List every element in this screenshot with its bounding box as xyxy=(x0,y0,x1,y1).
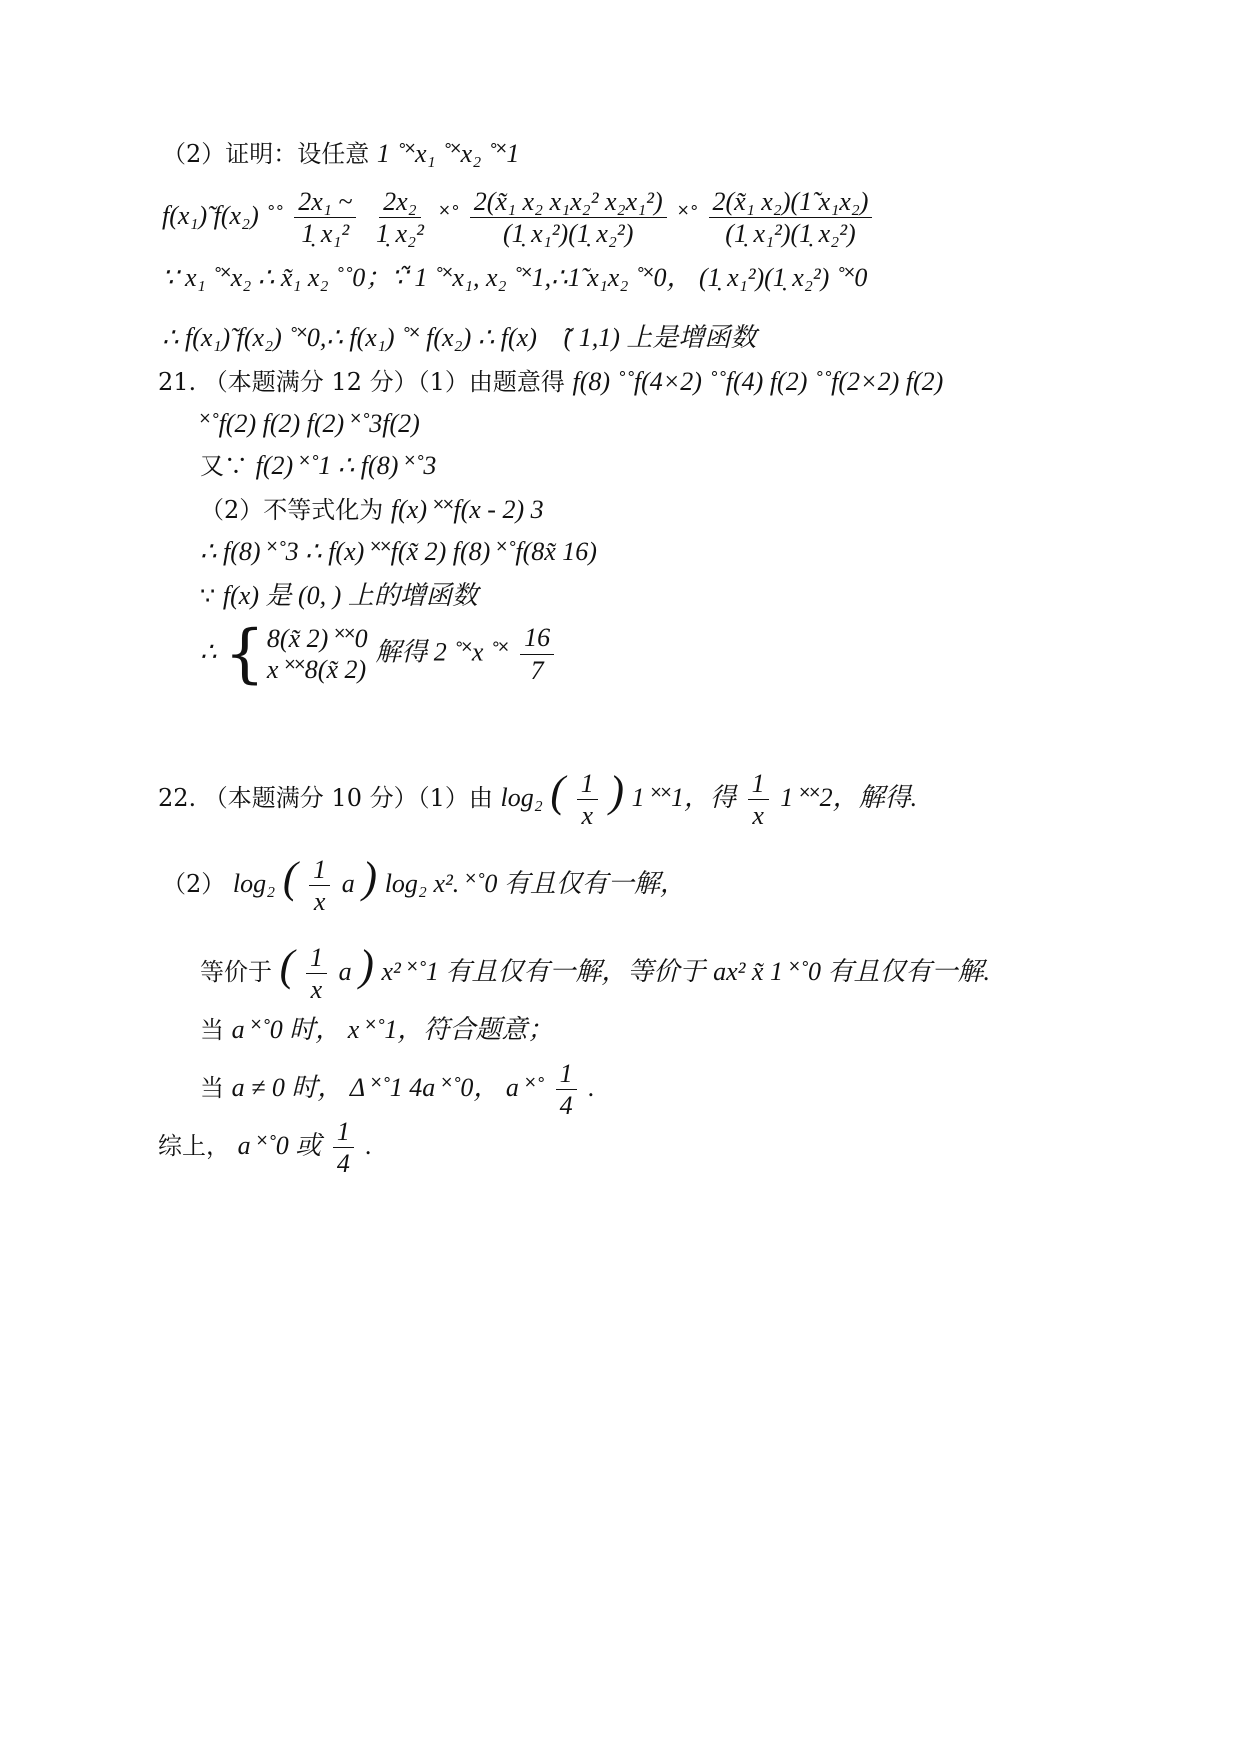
solve-text: 解得 2 ˚˟x ˚˟ xyxy=(375,637,509,667)
q22-summary: 综上， a ˟˚0 或 $\frac{1}{4}$ . xyxy=(158,1117,373,1179)
proof-conclusion: ∴ f(x₁)̃ f(x₂) ˚˟0,∴ f(x₁) ˚˟ f(x₂) ∴ f(x) 在̃( 1,1) 上是增函数 xyxy=(162,323,757,352)
q21-part2-step: ∴ f(8) ˟˚3 ∴ f(x) ˟˟f(x̃ 2) f(8) ˟˚f(8x̃ 16) xyxy=(200,537,597,566)
q21-system: ∴ { 8(x̃ 2) ˟˟0 x ˟˟8(x̃ 2) 解得 2 ˚˟x ˚˟ $\frac{16}{7}$ xyxy=(200,622,558,686)
fraction-16-7: $\frac{16}{7}$ xyxy=(520,622,554,685)
q22-part2: （2） log₂ ( $\frac{1}{x}$ a ) log₂ x². ˟˚0 有且仅有一解， xyxy=(162,853,686,916)
proof-intro xyxy=(162,138,519,169)
diff-lhs: f(x₁)̃ f(x₂) ˚˚ xyxy=(162,201,283,231)
q21-part2: （2）不等式化为 f(x) ˟˟f(x - 2) 3 xyxy=(200,495,544,524)
system-row-2: x ˟˟8(x̃ 2) xyxy=(266,655,367,684)
fraction-2: $\frac{\text{2x₂}}{\text{1̣ x₂²}}$ xyxy=(376,187,424,249)
q21-part1-cont: ˟˚f(2) f(2) f(2) ˟˚3f(2) xyxy=(200,409,420,438)
fraction-4: $\frac{\text{2(x̃₁ x₂)(1̃ x₁x₂)}}{\text{(1̣ x₁²)(1̣ x₂²)}}$ xyxy=(709,186,873,249)
fraction-3: $\frac{\text{2(x̃₁ x₂ x₁x₂² x₂x₁²)}}{\text{(1̣ x₁²)(1̣ x₂²)}}$ xyxy=(470,186,667,249)
q22-case-a0: 当 a ˟˚0 时， x ˟˚1，符合题意； xyxy=(200,1015,554,1044)
q22-equivalent: 等价于 ( $\frac{1}{x}$ a ) x² ˟˚1 有且仅有一解，等价于 ax² x̃ 1 ˟˚0 有且仅有一解. xyxy=(200,941,991,1004)
sign-analysis: ∵ x₁ ˚˟x₂ ∴ x̃₁ x₂ ˚˚0；∵̃ 1 ˚˟x₁, x₂ ˚˟1,∴1̃ x₁x₂ ˚˟0， (1̣ x₁²)(1̣ x₂²) ˚˟0 xyxy=(162,263,868,292)
q21-increasing: ∵ f(x) 是 (0, ) 上的增函数 xyxy=(200,581,478,610)
q22-part1: 22. （本题满分 10 分）（1）由 log₂ ( $\frac{1}{x}$ ) 1 ˟˟1，得 $\frac{1}{x}$ 1 ˟˟2，解得. xyxy=(158,767,918,830)
proof-condition: 1 ˚˟x₁ ˚˟x₂ ˚˟1 xyxy=(376,139,520,168)
q21-part1-result: 又∵ f(2) ˟˚1 ∴ f(8) ˟˚3 xyxy=(200,451,437,480)
proof-label: （2）证明：设任意 xyxy=(162,140,370,168)
q22-case-anot0: 当 a ≠ 0 时， Δ ˟˚1 4a ˟˚0， a ˟˚ $\frac{1}{4}$ . xyxy=(200,1059,595,1121)
difference-expression: f(x₁)̃ f(x₂) ˚˚ $\frac{\text{2x₁ \textasciitilde{}}}{\text{1̣ x₁²}}$ $\frac{\text{2x₂}}{\text{1̣ x₂²}}$ ˟˚ $\frac{\text{2(x̃₁ x₂ x₁x₂² x₂x₁²)}}{\text{(1̣ x₁²)(1̣ x₂²)}}$ ˟˚ $\frac{\text{2(x̃₁ x₂)(1̃ x₁x₂)}}{\text{(1̣ x₁²)(1̣ x₂²)}}$ xyxy=(162,186,876,249)
system-row-1: 8(x̃ 2) ˟˟0 xyxy=(266,623,368,653)
q21-part1: 21. （本题满分 12 分）（1）由题意得 f(8) ˚˚f(4×2) ˚˚f(4) f(2) ˚˚f(2×2) f(2) xyxy=(158,367,944,396)
fraction-1: $\frac{\text{2x₁ \textasciitilde{}}}{\text{1̣ x₁²}}$ xyxy=(294,186,356,249)
